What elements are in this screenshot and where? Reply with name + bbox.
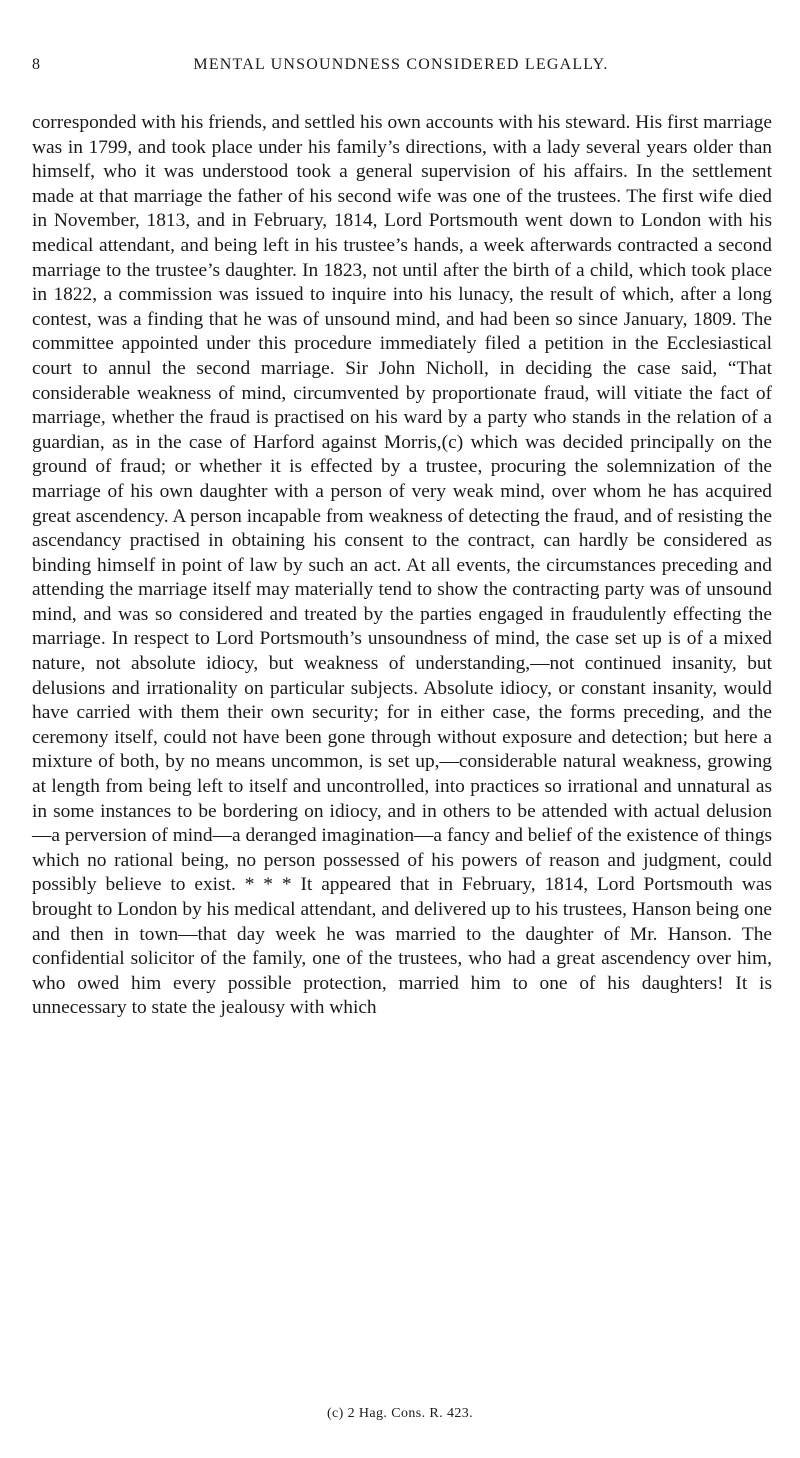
running-head — [32, 56, 770, 80]
body-paragraph: corresponded with his friends, and settled his own accounts with his steward. His first marriage was in 1799, and took place under his family’s directions, with a lady several years older than himself, who it was understood took a general supervision of his affairs. In the settlement made at that marriage the father of his second wife was one of the trustees. The first wife died in November, 1813, and in February, 1814, Lord Portsmouth went down to London with his medical attendant, and being left in his trustee’s hands, a week afterwards contracted a second marriage to the trustee’s daughter. In 1823, not until after the birth of a child, which took place in 1822, a commission was issued to inquire into his lunacy, the result of which, after a long contest, was a finding that he was of unsound mind, and had been so since January, 1809. The committee appointed under this procedure immediately filed a petition in the Ecclesiastical court to annul the second marriage. Sir John Nicholl, in deciding the case said, “That considerable weakness of mind, circumvented by proportionate fraud, will vitiate the fact of marriage, whether the fraud is practised on his ward by a party who stands in the relation of a guardian, as in the case of Harford against Morris,(c) which was decided principally on the ground of fraud; or whether it is effected by a trustee, procuring the solemnization of the marriage of his own daughter with a person of very weak mind, over whom he has acquired great ascendency. A person incapable from weakness of detecting the fraud, and of resisting the ascendancy practised in obtaining his consent to the contract, can hardly be considered as binding himself in point of law by such an act. At all events, the circumstances preceding and attending the marriage itself may materially tend to show the contracting party was of unsound mind, and was so considered and treated by the parties engaged in fraudulently effecting the marriage. In respect to Lord Portsmouth’s unsoundness of mind, the case set up is of a mixed nature, not absolute idiocy, but weakness of understanding,—not continued insanity, but delusions and irrationality on particular subjects. Absolute idiocy, or constant insanity, would have carried with them their own security; for in either case, the forms preceding, and the ceremony itself, could not have been gone through without exposure and detection; but here a mixture of both, by no means uncommon, is set up,—considerable natural weakness, growing at length from being left to itself and uncontrolled, into practices so irrational and unnatural as in some instances to be bordering on idiocy, and in others to be attended with actual delusion—a perversion of mind—a deranged imagination—a fancy and belief of the existence of things which no rational being, no person possessed of his powers of reason and judgment, could possibly believe to exist. * * * It appeared that in February, 1814, Lord Portsmouth was brought to London by his medical attendant, and delivered up to his trustees, Hanson being one and then in town—that day week he was married to the daughter of Mr. Hanson. The confidential solicitor of the family, one of the trustees, who had a great ascendency over him, who owed him every possible protection, married him to one of his daughters! It is unnecessary to state the jealousy with which — [32, 112, 772, 1019]
footnote: (c) 2 Hag. Cons. R. 423. — [326, 1406, 474, 1421]
page-number: 8 — [32, 56, 42, 73]
running-title: MENTAL UNSOUNDNESS CONSIDERED LEGALLY. — [193, 56, 609, 73]
